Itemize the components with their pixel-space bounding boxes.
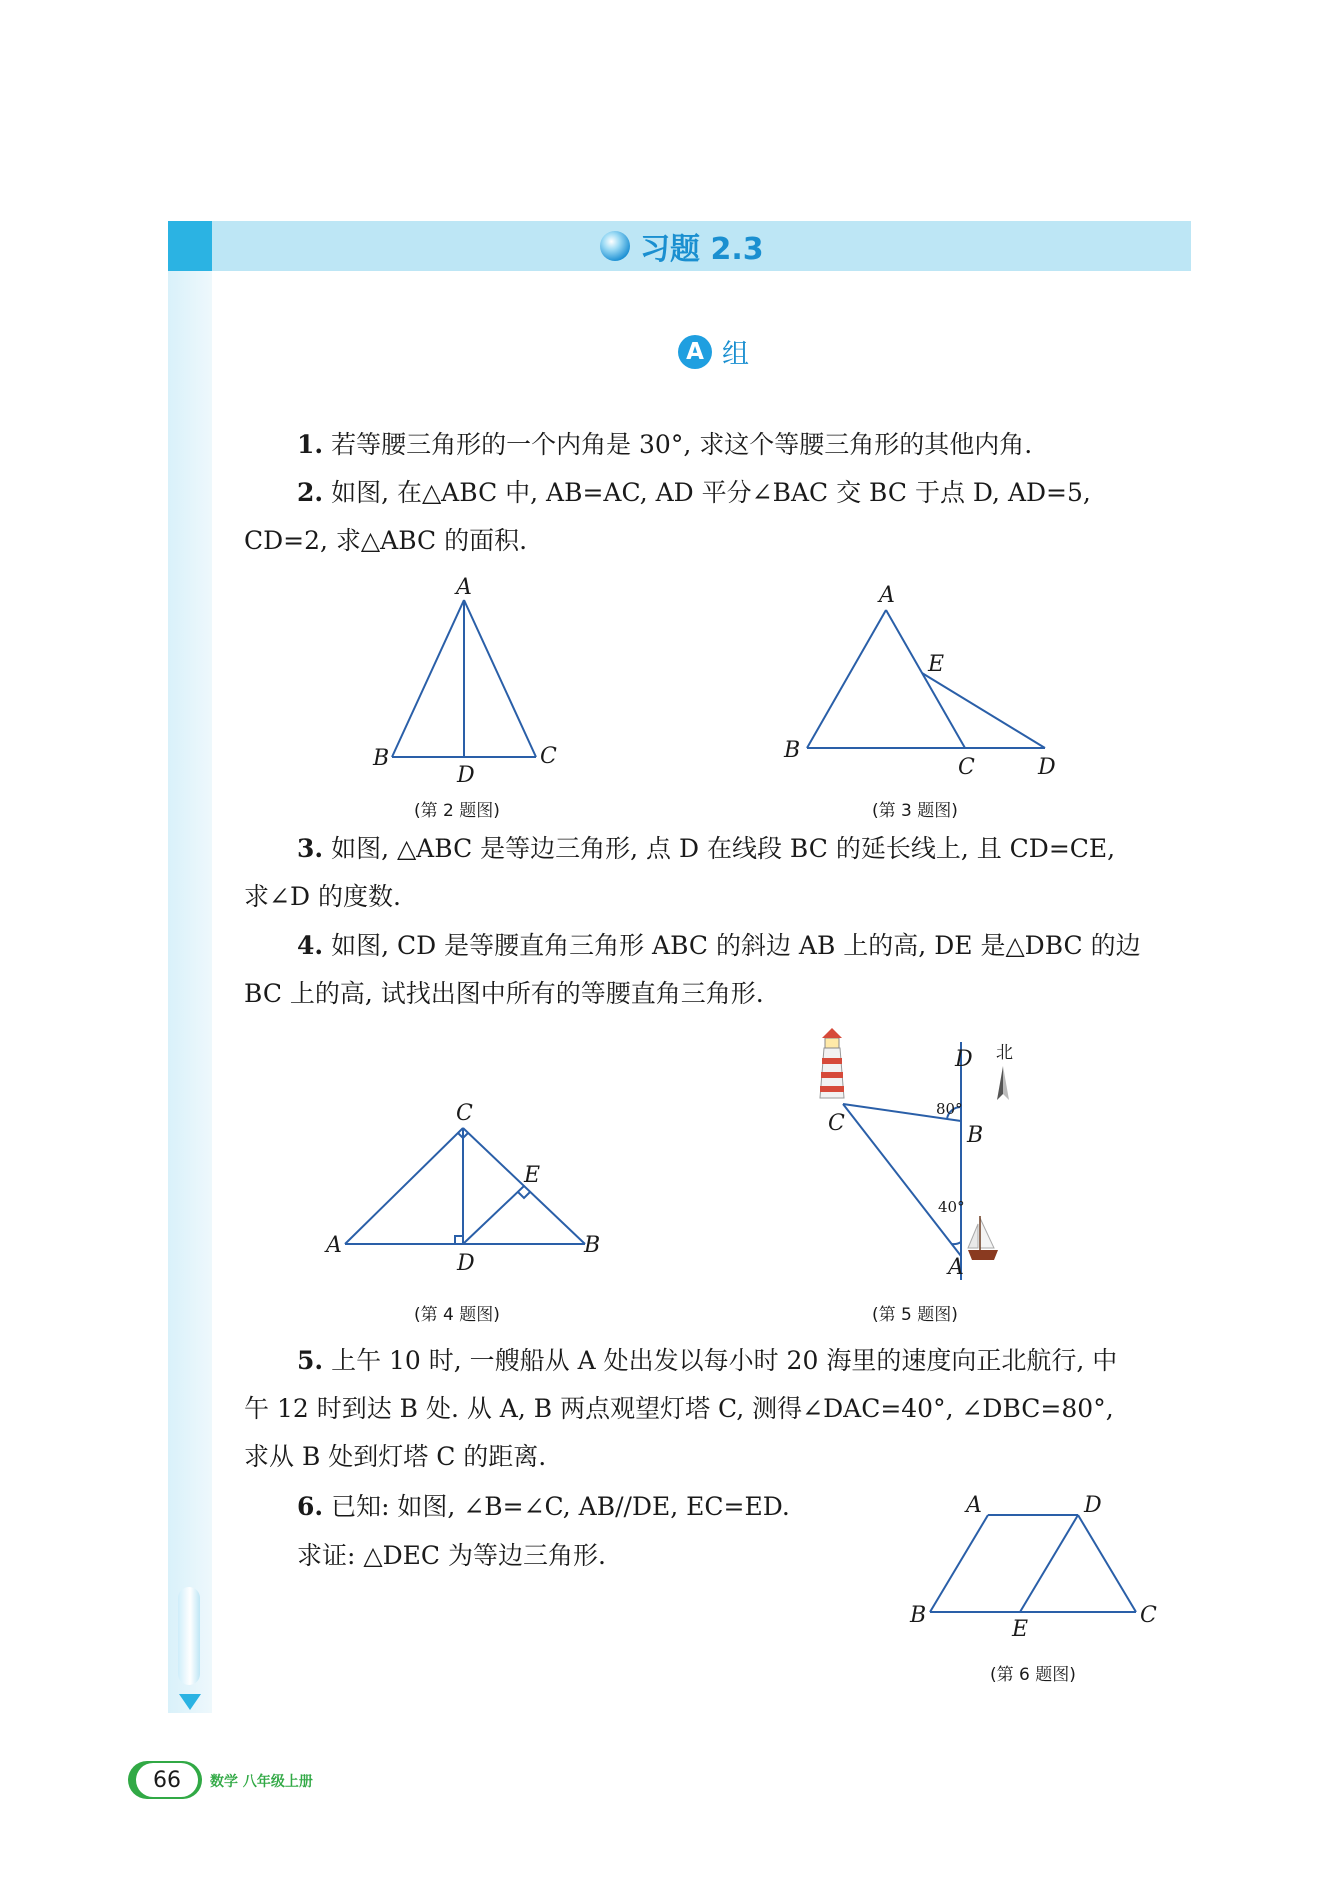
- segment-ab: [930, 1515, 988, 1612]
- problem-3-line-1: [297, 825, 1115, 873]
- section-title: [600, 224, 764, 268]
- problem-6-line-1: [297, 1483, 790, 1531]
- angle-arc-a: [952, 1242, 961, 1244]
- group-badge: A: [678, 335, 712, 369]
- label-a: A: [456, 575, 472, 600]
- label-a: A: [879, 583, 895, 608]
- segment-ca: [843, 1104, 961, 1256]
- north-arrow-icon: [997, 1066, 1009, 1100]
- label-d: D: [955, 1047, 973, 1072]
- problem-text: 上午 10 时, 一艘船从 A 处出发以每小时 20 海里的速度向正北航行, 中: [331, 1346, 1118, 1375]
- problem-3-line-2: 求∠D 的度数.: [244, 882, 401, 911]
- figure-3-caption: (第 3 题图): [872, 801, 958, 821]
- problem-number: 1.: [297, 430, 324, 459]
- right-angle-mark-d: [455, 1236, 463, 1244]
- label-d: D: [1084, 1493, 1102, 1518]
- group-label: 组: [722, 339, 749, 370]
- label-b: B: [373, 746, 390, 771]
- header-accent-square: [168, 221, 212, 271]
- problem-4-line-2: BC 上的高, 试找出图中所有的等腰直角三角形.: [244, 979, 764, 1008]
- segment-ab: [392, 600, 464, 757]
- problem-number: 6.: [297, 1492, 324, 1521]
- problem-number: 3.: [297, 834, 324, 863]
- label-d: D: [457, 1251, 475, 1276]
- right-angle-mark-e: [518, 1192, 530, 1198]
- figure-4: [320, 1092, 610, 1282]
- label-e: E: [524, 1163, 541, 1188]
- section-title-text: 习题 2.3: [640, 232, 764, 267]
- problem-5-line-1: [297, 1337, 1117, 1385]
- label-d: D: [1038, 755, 1056, 780]
- problem-text: 如图, CD 是等腰直角三角形 ABC 的斜边 AB 上的高, DE 是△DBC 的边: [331, 931, 1141, 960]
- segment-ab: [807, 610, 886, 748]
- lighthouse-icon: [820, 1028, 844, 1098]
- segment-ed: [922, 673, 1045, 748]
- segment-dc: [1078, 1515, 1136, 1612]
- group-heading: [678, 332, 749, 371]
- label-b: B: [584, 1233, 601, 1258]
- label-e: E: [928, 652, 945, 677]
- ship-icon: [968, 1216, 998, 1260]
- segment-de: [463, 1186, 524, 1244]
- label-c: C: [958, 755, 975, 780]
- problem-1: [297, 421, 1032, 469]
- problem-text: 如图, △ABC 是等边三角形, 点 D 在线段 BC 的延长线上, 且 CD=CE,: [331, 834, 1116, 863]
- label-c: C: [828, 1111, 845, 1136]
- problem-5-line-2: 午 12 时到达 B 处. 从 A, B 两点观望灯塔 C, 测得∠DAC=40°, ∠DBC=80°,: [244, 1394, 1114, 1423]
- label-c: C: [456, 1101, 473, 1126]
- book-title: 数学 八年级上册: [210, 1774, 313, 1790]
- problem-text: 如图, 在△ABC 中, AB=AC, AD 平分∠BAC 交 BC 于点 D, AD=5,: [331, 478, 1091, 507]
- scroll-down-arrow-icon[interactable]: [179, 1694, 201, 1710]
- figure-2: [370, 572, 570, 787]
- label-angle-40: 40°: [938, 1198, 965, 1216]
- problem-5-line-3: 求从 B 处到灯塔 C 的距离.: [244, 1442, 547, 1471]
- figure-4-caption: (第 4 题图): [414, 1305, 500, 1325]
- problem-number: 4.: [297, 931, 324, 960]
- figure-5-caption: (第 5 题图): [872, 1305, 958, 1325]
- segment-ac: [886, 610, 965, 748]
- problem-6-line-2: 求证: △DEC 为等边三角形.: [297, 1541, 606, 1570]
- label-e: E: [1012, 1617, 1029, 1640]
- side-margin-strip: [168, 271, 212, 1713]
- problem-2-line-2: CD=2, 求△ABC 的面积.: [244, 526, 528, 555]
- label-b: B: [784, 738, 801, 763]
- figure-3: [780, 582, 1070, 782]
- page-number: 66: [136, 1763, 198, 1797]
- label-north: 北: [996, 1043, 1013, 1063]
- segment-ac: [464, 600, 536, 757]
- label-a: A: [326, 1233, 342, 1258]
- label-a: A: [966, 1493, 982, 1518]
- label-d: D: [457, 763, 475, 787]
- globe-icon: [600, 231, 630, 261]
- label-a: A: [948, 1255, 964, 1280]
- problem-4-line-1: [297, 922, 1141, 970]
- label-c: C: [1140, 1603, 1157, 1628]
- label-b: B: [910, 1603, 927, 1628]
- segment-ac: [345, 1128, 463, 1244]
- segment-de: [1020, 1515, 1078, 1612]
- figure-6: [900, 1490, 1170, 1640]
- label-angle-80: 80°: [936, 1100, 963, 1118]
- problem-number: 2.: [297, 478, 324, 507]
- problem-2-line-1: [297, 469, 1091, 517]
- problem-text: 已知: 如图, ∠B=∠C, AB//DE, EC=ED.: [331, 1492, 790, 1521]
- label-c: C: [540, 744, 557, 769]
- figure-5: [800, 1018, 1040, 1288]
- label-b: B: [967, 1123, 984, 1148]
- figure-6-caption: (第 6 题图): [990, 1665, 1076, 1685]
- scroll-thumb[interactable]: [178, 1587, 200, 1685]
- figure-2-caption: (第 2 题图): [414, 801, 500, 821]
- problem-number: 5.: [297, 1346, 324, 1375]
- problem-text: 若等腰三角形的一个内角是 30°, 求这个等腰三角形的其他内角.: [331, 430, 1033, 459]
